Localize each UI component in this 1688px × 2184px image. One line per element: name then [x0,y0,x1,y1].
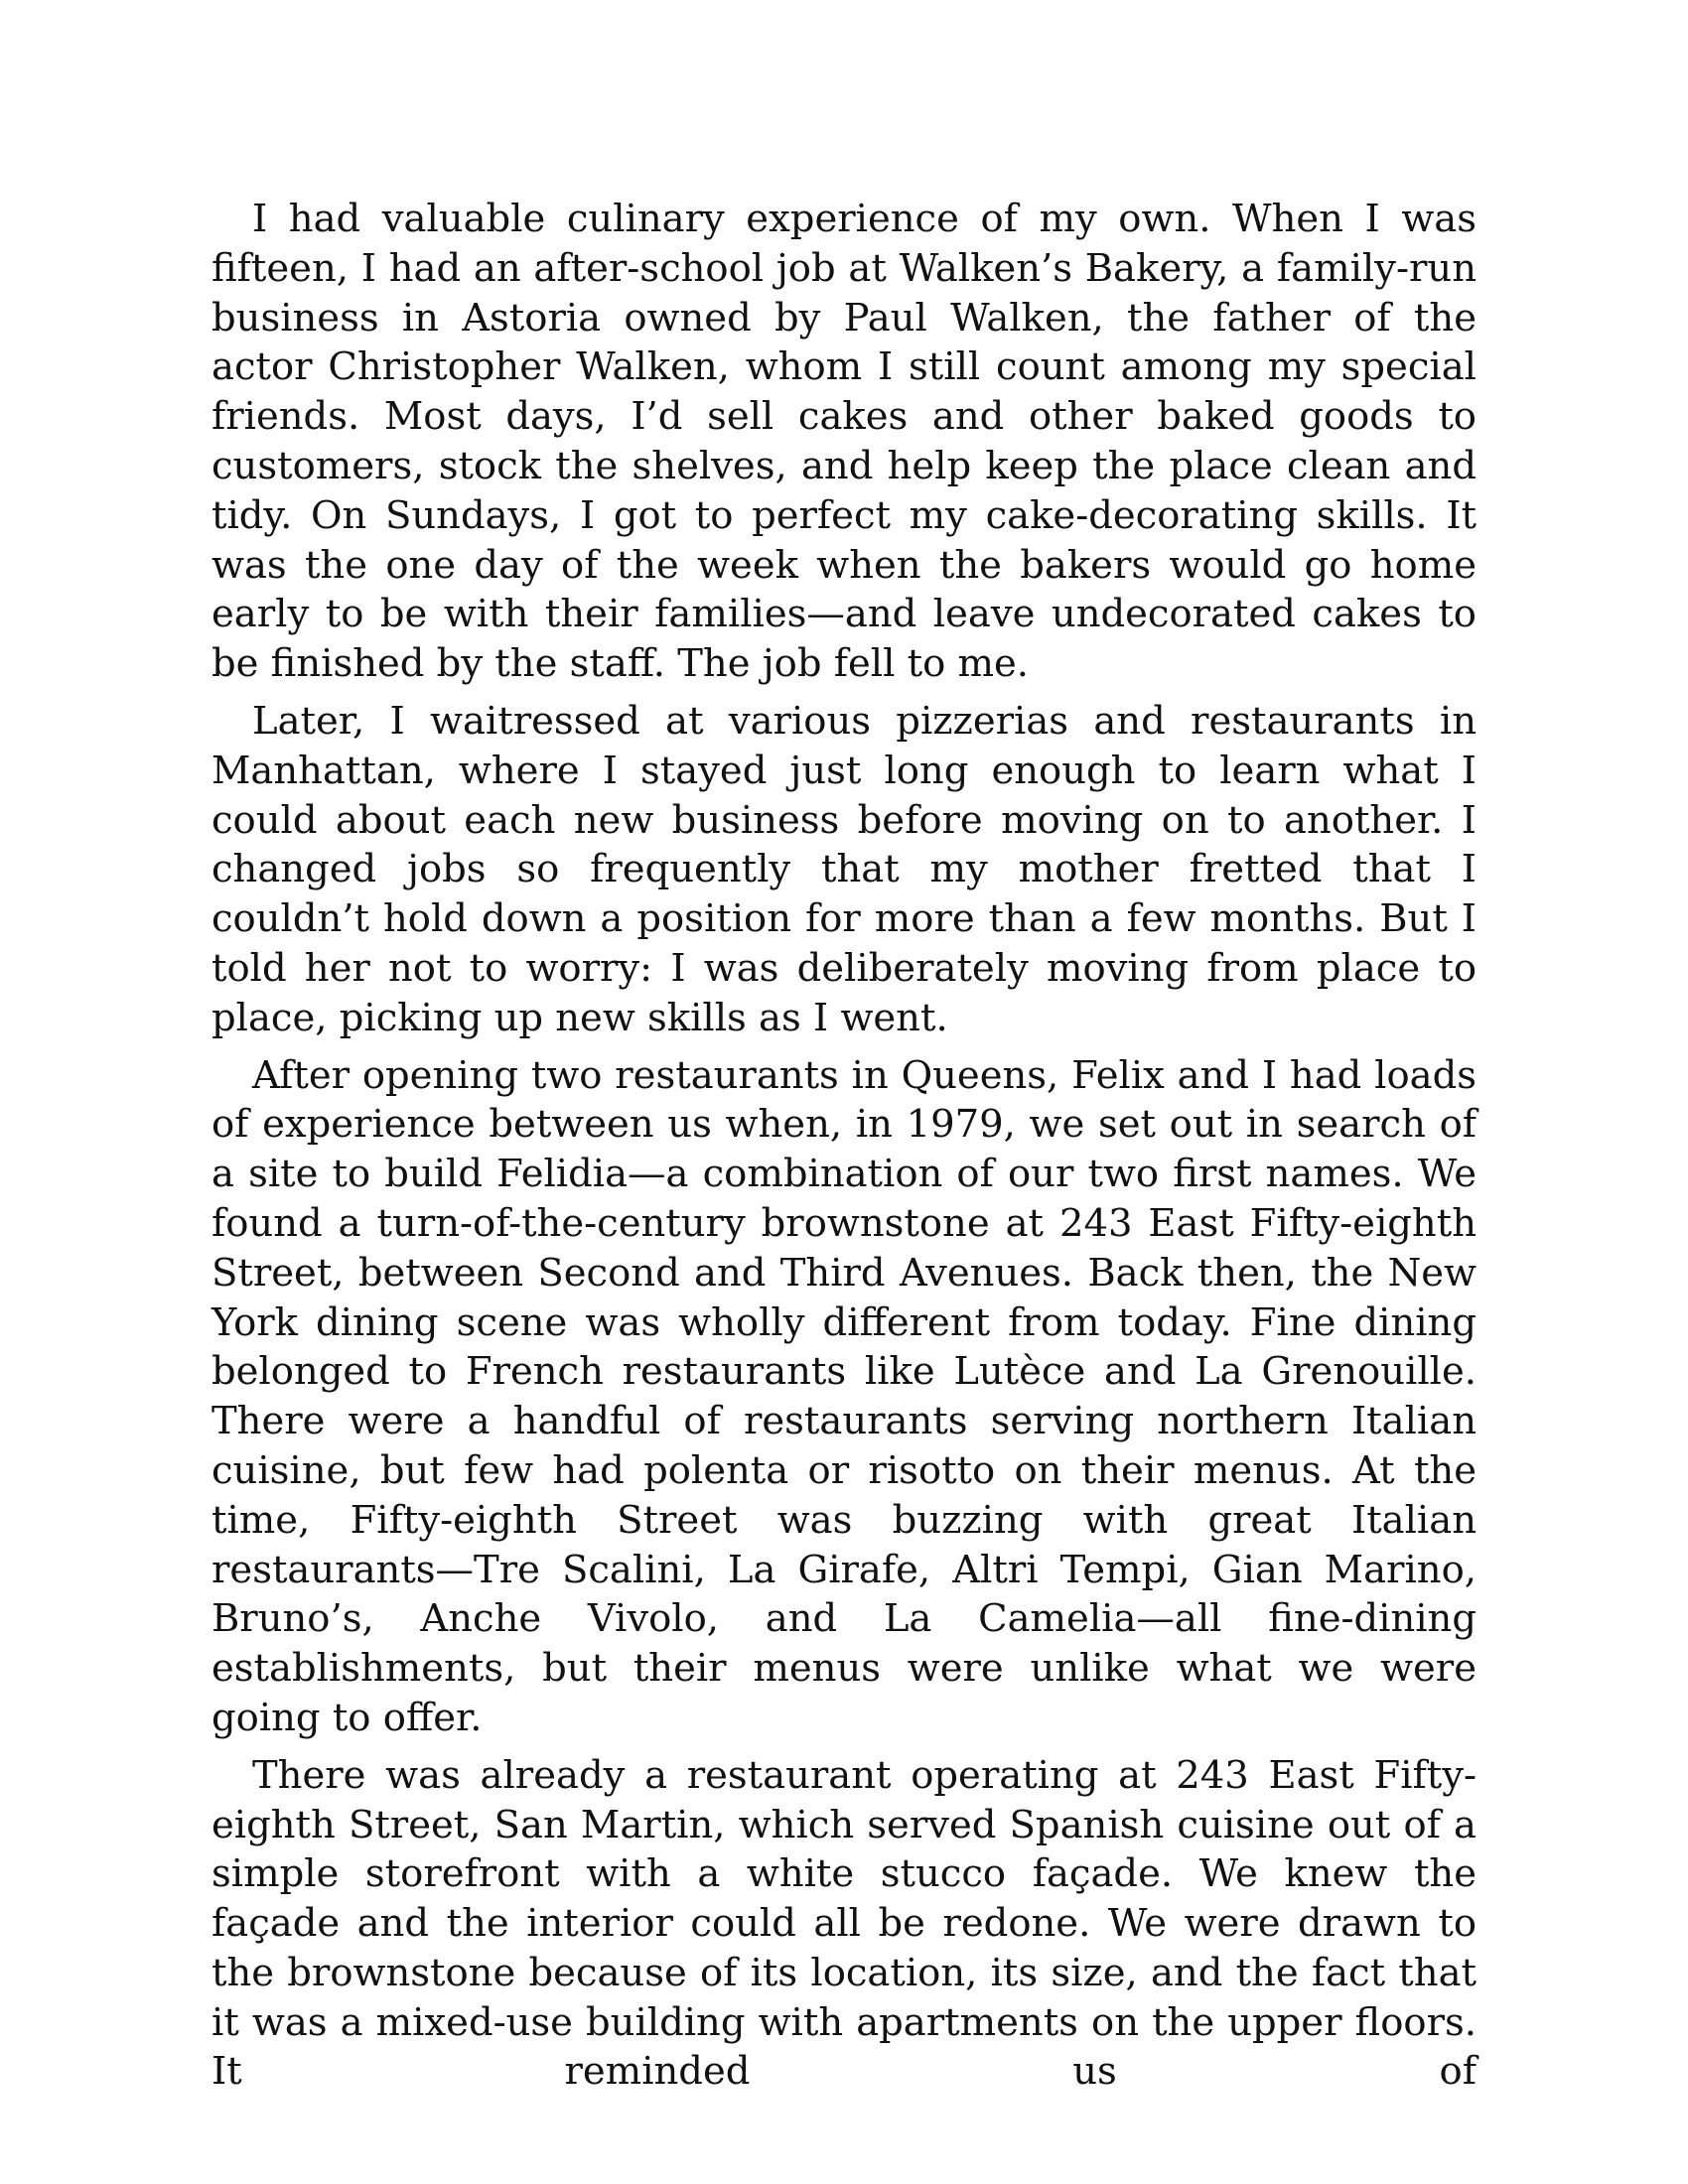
paragraph-brownstone: There was already a restaurant operating at 243 East Fifty-eighth Street, San Martin, which served Spanish cuisine out of a simple storefront with a white stucco façade. We knew the façade and the interior could all be redone. We were drawn to the brownstone because of its location, its size, and the fact that it was a mixed-use building with apartments on the upper floors. It reminded us of [211,1752,1477,2095]
paragraph-waitressing: Later, I waitressed at various pizzerias and restaurants in Manhattan, where I stayed just long enough to learn what I could about each new business before moving on to another. I changed jobs so frequently that my mother fretted that I couldn’t hold down a position for more than a few months. But I told her not to worry: I was deliberately moving from place to place, picking up new skills as I went. [211,698,1477,1040]
paragraph-bakery: I had valuable culinary experience of my own. When I was fifteen, I had an after-school job at Walken’s Bakery, a family-run business in Astoria owned by Paul Walken, the father of the actor Christopher Walken, whom I still count among my special friends. Most days, I’d sell cakes and other baked goods to customers, stock the shelves, and help keep the place clean and tidy. On Sundays, I got to perfect my cake-decorating skills. It was the one day of the week when the bakers would go home early to be with their families—and leave undecorated cakes to be finished by the staff. The job fell to me. [211,197,1477,687]
page-body [211,195,1477,2105]
paragraph-felidia: After opening two restaurants in Queens, Felix and I had loads of experience between us when, in 1979, we set out in search of a site to build Felidia—a combination of our two first names. We found a turn-of-the-century brownstone at 243 East Fifty-eighth Street, between Second and Third Avenues. Back then, the New York dining scene was wholly different from today. Fine dining belonged to French restaurants like Lutèce and La Grenouille. There were a handful of restaurants serving northern Italian cuisine, but few had polenta or risotto on their menus. At the time, Fifty-eighth Street was buzzing with great Italian restaurants—Tre Scalini, La Girafe, Altri Tempi, Gian Marino, Bruno’s, Anche Vivolo, and La Camelia—all fine-dining establishments, but their menus were unlike what we were going to offer. [211,1052,1477,1740]
